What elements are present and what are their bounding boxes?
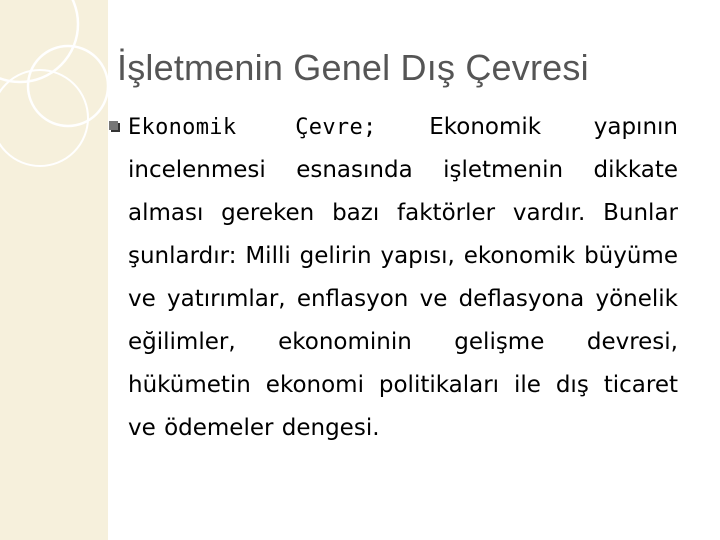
slide-title: İşletmenin Genel Dış Çevresi: [117, 47, 589, 88]
bullet-term: Ekonomik Çevre;: [128, 115, 377, 140]
bullet-square-icon: [109, 121, 118, 130]
bullet-item: [106, 106, 678, 450]
bullet-text: Ekonomik yapının incelenmesi esnasında işletmenin dikkate alması gereken bazı faktörler vardır. Bunlar şunlardır: Milli gelirin yapısı, ekonomik büyüme ve yatırımlar, enflasyon ve deflasyona yönelik eğilimler, ekonominin gelişme devresi, hükümetin ekonomi politikaları ile dış ticaret ve ödemeler dengesi.: [128, 114, 678, 441]
slide-body: [106, 106, 678, 450]
